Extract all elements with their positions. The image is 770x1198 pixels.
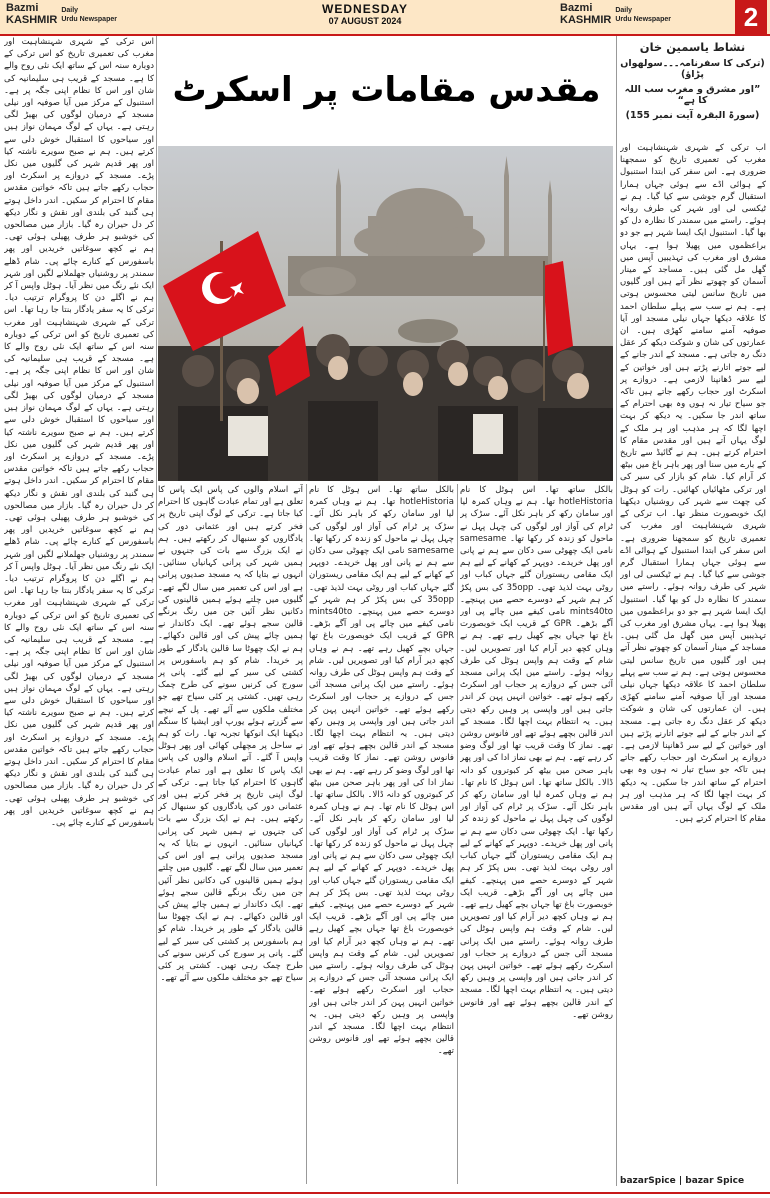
brand-tag-urdu: Urdu Newspaper [615,16,671,23]
article-column-2: بالکل ساتھ تھا۔ اس ہوٹل کا نام hotleHistoria تھا۔ ہم نے وہاں کمرہ لیا اور سامان رکھ کر باہر نکل آئے۔ سڑک پر ٹرام کی آواز اور لوگوں کی چہل پہل نے ماحول کو زندہ کر رکھا تھا۔ samesame نامی ایک چھوٹی سی دکان سے ہم نے پانی اور پھل خریدے۔ دوپہر کے کھانے کے لیے ہم ایک مقامی ریستوران گئے جہاں کباب اور روٹی بہت لذیذ تھی۔ 35opp کی بس پکڑ کر ہم شہر کے دوسرے حصے میں پہنچے۔ mints40to نامی کیفے میں چائے پی اور آگے بڑھے۔ GPR کے قریب ایک خوبصورت باغ تھا جہاں بچے کھیل رہے تھے۔ ہم نے وہاں کچھ دیر آرام کیا اور تصویریں لیں۔ شام کے وقت ہم واپس ہوٹل کی طرف روانہ ہوئے۔ راستے میں ایک پرانی مسجد آئی جس کے دروازے پر حجاب اور اسکرٹ رکھے ہوئے تھے۔ خواتین انہیں پہن کر اندر جاتی ہیں اور واپسی پر وہیں رکھ دیتی ہیں۔ یہ انتظام بہت اچھا لگا۔ مسجد کے اندر قالین بچھے ہوئے تھے اور فانوس روشن تھے۔ نماز کا وقت قریب تھا اور لوگ وضو کر رہے تھے۔ ہم نے بھی نماز ادا کی اور پھر باہر صحن میں بیٹھ کر کبوتروں کو دانہ ڈالا۔ بالکل ساتھ تھا۔ اس ہوٹل کا نام تھا۔ ہم نے وہاں کمرہ لیا اور سامان رکھ کر باہر نکل آئے۔ سڑک پر ٹرام کی آواز اور لوگوں کی چہل پہل نے ماحول کو زندہ کر رکھا تھا۔ ایک چھوٹی سی دکان سے ہم نے پانی اور پھل خریدے۔ دوپہر کے کھانے کے لیے ہم ایک مقامی ریستوران گئے جہاں کباب اور روٹی بہت لذیذ تھی۔ بس پکڑ کر ہم شہر کے دوسرے حصے میں پہنچے۔ کیفے میں چائے پی اور آگے بڑھے۔ قریب ایک خوبصورت باغ تھا جہاں بچے کھیل رہے تھے۔ ہم نے وہاں کچھ دیر آرام کیا اور تصویریں لیں۔ شام کے وقت ہم واپس ہوٹل کی طرف روانہ ہوئے۔ راستے میں ایک پرانی مسجد آئی جس کے دروازے پر حجاب اور اسکرٹ رکھے ہوئے تھے۔ خواتین انہیں پہن کر اندر جاتی ہیں اور واپسی پر وہیں رکھ دیتی ہیں۔ یہ انتظام بہت اچھا لگا۔ مسجد کے اندر قالین بچھے ہوئے تھے اور فانوس روشن تھے۔ [460,485,613,1020]
masthead-brand-left [6,2,126,26]
article-column-3: آتے اسلام والوں کی پاس ایک پاس کا تعلق ہے اور تمام عبادت گاہوں کا احترام کیا جاتا ہے۔ ترکی کے لوگ اپنی تاریخ پر فخر کرتے ہیں اور عثمانی دور کی یادگاروں کو سنبھال کر رکھتے ہیں۔ ہم نے ایک بزرگ سے بات کی جنہوں نے ہمیں شہر کی پرانی کہانیاں سنائیں۔ انہوں نے بتایا کہ یہ مسجد صدیوں پرانی ہے اور اس کی تعمیر میں سال لگے تھے۔ گلیوں میں چلتے ہوئے ہمیں قالینوں کی دکانیں نظر آئیں جن میں رنگ برنگے قالین سجے ہوئے تھے۔ ایک دکاندار نے ہمیں چائے پیش کی اور قالین دکھائے۔ ہم نے ایک چھوٹا سا قالین یادگار کے طور پر خریدا۔ شام کو ہم باسفورس پر کشتی کی سیر کے لیے گئے۔ پانی پر سورج کی کرنیں سونے کی طرح چمک رہی تھیں۔ کشتی پر کئی سیاح تھے جو مختلف ملکوں سے آئے تھے۔ پل کے نیچے سے گزرتے ہوئے یورپ اور ایشیا کا سنگم دیکھنا ایک انوکھا تجربہ تھا۔ رات کو ہم نے ساحل پر مچھلی کھائی اور پھر ہوٹل واپس آ گئے۔ آتے اسلام والوں کی پاس ایک پاس کا تعلق ہے اور تمام عبادت گاہوں کا احترام کیا جاتا ہے۔ ترکی کے لوگ اپنی تاریخ پر فخر کرتے ہیں اور عثمانی دور کی یادگاروں کو سنبھال کر رکھتے ہیں۔ ہم نے ایک بزرگ سے بات کی جنہوں نے ہمیں شہر کی پرانی کہانیاں سنائیں۔ انہوں نے بتایا کہ یہ مسجد صدیوں پرانی ہے اور اس کی تعمیر میں سال لگے تھے۔ گلیوں میں چلتے ہوئے ہمیں قالینوں کی دکانیں نظر آئیں جن میں رنگ برنگے قالین سجے ہوئے تھے۔ ایک دکاندار نے ہمیں چائے پیش کی اور قالین دکھائے۔ ہم نے ایک چھوٹا سا قالین یادگار کے طور پر خریدا۔ شام کو ہم باسفورس پر کشتی کی سیر کے لیے گئے۔ پانی پر سورج کی کرنیں سونے کی طرح چمک رہی تھیں۔ کشتی پر کئی سیاح تھے جو مختلف ملکوں سے آئے تھے۔ [158,485,303,984]
brand-name-2: KASHMIR [6,14,58,26]
quote-reference: (سورۃ البقرہ آیت نمبر 155) [625,110,760,121]
column-divider [457,484,458,1184]
brand-name-2: KASHMIR [560,14,612,26]
brand-name: Bazmi [560,2,593,14]
masthead-date [290,2,440,26]
article-photo [158,146,613,481]
masthead-brand-right [560,2,730,26]
headline: مقدس مقامات پر اسکرٹ [172,70,601,110]
series-title: (ترکی کا سفرنامہ۔۔۔سولھواں پڑاؤ) [620,58,765,80]
brand-name: Bazmi [6,2,39,14]
column-divider [306,484,307,1184]
brand-tag-daily: Daily [61,7,79,14]
column-divider [616,36,617,1186]
column-divider [156,36,157,1186]
byline-block [620,40,765,121]
brand-tag-daily: Daily [615,7,633,14]
article-column-1: اس ترکی کے شہری شہنشاہیت اور مغرب کی تعمیری تاریخ کو اس ترکی کے دوبارہ سنہ اس کے ساتھ ایک نئی روح والے کا ہے۔ مسجد کے قریب ہی سلیمانیہ کی شان اور اس کا نظام اپنی جگہ پر ہے۔ استنبول کے مرکز میں آیا صوفیہ اور نیلی مسجد کے درمیان لوگوں کی بھیڑ لگی رہتی ہے۔ یہاں کے لوگ مہمان نواز ہیں اور سیاحوں کا استقبال خوش دلی سے کرتے ہیں۔ ہم نے صبح سویرے ناشتہ کیا اور پھر قدیم شہر کی گلیوں میں نکل پڑے۔ مسجد کے دروازے پر اسکرٹ اور حجاب رکھے جاتے ہیں تاکہ خواتین مقدس مقام کا احترام کر سکیں۔ اندر داخل ہوتے ہی گنبد کی بلندی اور نقش و نگار دیکھ کر دل حیران رہ گیا۔ بازار میں مصالحوں کی خوشبو ہر طرف پھیلی ہوئی تھی۔ ہم نے کچھ سوغاتیں خریدیں اور پھر باسفورس کے کنارے چائے پی۔ شام ڈھلے سمندر پر روشنیاں جھلملانے لگیں اور شہر ایک نئے رنگ میں نظر آیا۔ ہوٹل واپس آ کر ہم نے اگلے دن کا پروگرام ترتیب دیا۔ ترکی کا یہ سفر یادگار بنتا جا رہا تھا۔ اس ترکی کے شہری شہنشاہیت اور مغرب کی تعمیری تاریخ کو اس ترکی کے دوبارہ سنہ اس کے ساتھ ایک نئی روح والے کا ہے۔ مسجد کے قریب ہی سلیمانیہ کی شان اور اس کا نظام اپنی جگہ پر ہے۔ استنبول کے مرکز میں آیا صوفیہ اور نیلی مسجد کے درمیان لوگوں کی بھیڑ لگی رہتی ہے۔ یہاں کے لوگ مہمان نواز ہیں اور سیاحوں کا استقبال خوش دلی سے کرتے ہیں۔ ہم نے صبح سویرے ناشتہ کیا اور پھر قدیم شہر کی گلیوں میں نکل پڑے۔ مسجد کے دروازے پر اسکرٹ اور حجاب رکھے جاتے ہیں تاکہ خواتین مقدس مقام کا احترام کر سکیں۔ اندر داخل ہوتے ہی گنبد کی بلندی اور نقش و نگار دیکھ کر دل حیران رہ گیا۔ بازار میں مصالحوں کی خوشبو ہر طرف پھیلی ہوئی تھی۔ ہم نے کچھ سوغاتیں خریدیں اور پھر باسفورس کے کنارے چائے پی۔ شام ڈھلے سمندر پر روشنیاں جھلملانے لگیں اور شہر ایک نئے رنگ میں نظر آیا۔ ہوٹل واپس آ کر ہم نے اگلے دن کا پروگرام ترتیب دیا۔ ترکی کا یہ سفر یادگار بنتا جا رہا تھا۔ اس ترکی کے شہری شہنشاہیت اور مغرب کی تعمیری تاریخ کو اس ترکی کے دوبارہ سنہ اس کے ساتھ ایک نئی روح والے کا ہے۔ مسجد کے قریب ہی سلیمانیہ کی شان اور اس کا نظام اپنی جگہ پر ہے۔ استنبول کے مرکز میں آیا صوفیہ اور نیلی مسجد کے درمیان لوگوں کی بھیڑ لگی رہتی ہے۔ یہاں کے لوگ مہمان نواز ہیں اور سیاحوں کا استقبال خوش دلی سے کرتے ہیں۔ ہم نے صبح سویرے ناشتہ کیا اور پھر قدیم شہر کی گلیوں میں نکل پڑے۔ مسجد کے دروازے پر اسکرٹ اور حجاب رکھے جاتے ہیں تاکہ خواتین مقدس مقام کا احترام کر سکیں۔ اندر داخل ہوتے ہی گنبد کی بلندی اور نقش و نگار دیکھ کر دل حیران رہ گیا۔ بازار میں مصالحوں کی خوشبو ہر طرف پھیلی ہوئی تھی۔ ہم نے کچھ سوغاتیں خریدیں اور پھر باسفورس کے کنارے چائے پی۔ [4,37,154,828]
article-column-4: اب ترکی کے شہری شہنشاہیت اور مغرب کی تعمیری تاریخ کو سمجھنا ضروری ہے۔ اس سفر کی ابتدا استنبول کے ہوائی اڈے سے ہوئی جہاں ہمارا استقبال گرم جوشی سے کیا گیا۔ ہم نے ٹیکسی لی اور شہر کی طرف روانہ ہوئے۔ راستے میں سمندر کا نظارہ دل کو بھا گیا۔ استنبول ایک ایسا شہر ہے جو دو براعظموں میں پھیلا ہوا ہے۔ یہاں مشرق اور مغرب کی تہذیبیں آپس میں گھل مل گئی ہیں۔ مساجد کے مینار آسمان کو چھوتے نظر آتے ہیں اور گلیوں میں تاریخ سانس لیتی محسوس ہوتی ہے۔ ہم نے سب سے پہلے سلطان احمد کا علاقہ دیکھا جہاں نیلی مسجد اور آیا صوفیہ آمنے سامنے کھڑی ہیں۔ ان عمارتوں کی شان و شوکت دیکھ کر عقل دنگ رہ جاتی ہے۔ مسجد کے اندر جانے کے لیے جوتے اتارنے پڑتے ہیں اور خواتین کے لیے سر ڈھانپنا لازمی ہے۔ دروازے پر اسکرٹ اور حجاب رکھے جاتے ہیں تاکہ جو سیاح تیار نہ ہوں وہ بھی احترام کے ساتھ اندر جا سکیں۔ یہ دیکھ کر بہت اچھا لگا کہ ہر مذہب اور ہر ملک کے لوگ یہاں آتے ہیں اور مقدس مقام کا احترام کرتے ہیں۔ ہم نے گائیڈ سے تاریخ کے بارے میں سنا اور پھر باہر باغ میں بیٹھ کر آرام کیا۔ شام کو بازار کی سیر کی اور ترکی مٹھائیاں کھائیں۔ رات کو ہوٹل کی چھت سے شہر کی روشنیاں دیکھنا ایک خوبصورت منظر تھا۔ اب ترکی کے شہری شہنشاہیت اور مغرب کی تعمیری تاریخ کو سمجھنا ضروری ہے۔ اس سفر کی ابتدا استنبول کے ہوائی اڈے سے ہوئی جہاں ہمارا استقبال گرم جوشی سے کیا گیا۔ ہم نے ٹیکسی لی اور شہر کی طرف روانہ ہوئے۔ راستے میں سمندر کا نظارہ دل کو بھا گیا۔ استنبول ایک ایسا شہر ہے جو دو براعظموں میں پھیلا ہوا ہے۔ یہاں مشرق اور مغرب کی تہذیبیں آپس میں گھل مل گئی ہیں۔ مساجد کے مینار آسمان کو چھوتے نظر آتے ہیں اور گلیوں میں تاریخ سانس لیتی محسوس ہوتی ہے۔ ہم نے سب سے پہلے سلطان احمد کا علاقہ دیکھا جہاں نیلی مسجد اور آیا صوفیہ آمنے سامنے کھڑی ہیں۔ ان عمارتوں کی شان و شوکت دیکھ کر عقل دنگ رہ جاتی ہے۔ مسجد کے اندر جانے کے لیے جوتے اتارنے پڑتے ہیں اور خواتین کے لیے سر ڈھانپنا لازمی ہے۔ دروازے پر اسکرٹ اور حجاب رکھے جاتے ہیں تاکہ جو سیاح تیار نہ ہوں وہ بھی احترام کے ساتھ اندر جا سکیں۔ یہ دیکھ کر بہت اچھا لگا کہ ہر مذہب اور ہر ملک کے لوگ یہاں آتے ہیں اور مقدس مقام کا احترام کرتے ہیں۔ [620,143,766,825]
issue-date: 07 AUGUST 2024 [328,16,402,26]
page-number-badge: 2 [735,0,767,34]
weekday: WEDNESDAY [322,2,408,16]
footer-rule [0,1192,770,1194]
article-column-2b: بالکل ساتھ تھا۔ اس ہوٹل کا نام hotleHistoria تھا۔ ہم نے وہاں کمرہ لیا اور سامان رکھ کر باہر نکل آئے۔ سڑک پر ٹرام کی آواز اور لوگوں کی چہل پہل نے ماحول کو زندہ کر رکھا تھا۔ samesame نامی ایک چھوٹی سی دکان سے ہم نے پانی اور پھل خریدے۔ دوپہر کے کھانے کے لیے ہم ایک مقامی ریستوران گئے جہاں کباب اور روٹی بہت لذیذ تھی۔ 35opp کی بس پکڑ کر ہم شہر کے دوسرے حصے میں پہنچے۔ mints40to نامی کیفے میں چائے پی اور آگے بڑھے۔ GPR کے قریب ایک خوبصورت باغ تھا جہاں بچے کھیل رہے تھے۔ ہم نے وہاں کچھ دیر آرام کیا اور تصویریں لیں۔ شام کے وقت ہم واپس ہوٹل کی طرف روانہ ہوئے۔ راستے میں ایک پرانی مسجد آئی جس کے دروازے پر حجاب اور اسکرٹ رکھے ہوئے تھے۔ خواتین انہیں پہن کر اندر جاتی ہیں اور واپسی پر وہیں رکھ دیتی ہیں۔ یہ انتظام بہت اچھا لگا۔ مسجد کے اندر قالین بچھے ہوئے تھے اور فانوس روشن تھے۔ نماز کا وقت قریب تھا اور لوگ وضو کر رہے تھے۔ ہم نے بھی نماز ادا کی اور پھر باہر صحن میں بیٹھ کر کبوتروں کو دانہ ڈالا۔ بالکل ساتھ تھا۔ اس ہوٹل کا نام تھا۔ ہم نے وہاں کمرہ لیا اور سامان رکھ کر باہر نکل آئے۔ سڑک پر ٹرام کی آواز اور لوگوں کی چہل پہل نے ماحول کو زندہ کر رکھا تھا۔ ایک چھوٹی سی دکان سے ہم نے پانی اور پھل خریدے۔ دوپہر کے کھانے کے لیے ہم ایک مقامی ریستوران گئے جہاں کباب اور روٹی بہت لذیذ تھی۔ بس پکڑ کر ہم شہر کے دوسرے حصے میں پہنچے۔ کیفے میں چائے پی اور آگے بڑھے۔ قریب ایک خوبصورت باغ تھا جہاں بچے کھیل رہے تھے۔ ہم نے وہاں کچھ دیر آرام کیا اور تصویریں لیں۔ شام کے وقت ہم واپس ہوٹل کی طرف روانہ ہوئے۔ راستے میں ایک پرانی مسجد آئی جس کے دروازے پر حجاب اور اسکرٹ رکھے ہوئے تھے۔ خواتین انہیں پہن کر اندر جاتی ہیں اور واپسی پر وہیں رکھ دیتی ہیں۔ یہ انتظام بہت اچھا لگا۔ مسجد کے اندر قالین بچھے ہوئے تھے اور فانوس روشن تھے۔ [309,485,454,1057]
author-name: نشاط یاسمین خان [639,40,746,54]
quote: ”اور مشرق و مغرب سب اللہ کا ہے“ [624,84,761,106]
footer-mark: bazarSpice | bazar Spice [620,1176,745,1186]
brand-tag-urdu: Urdu Newspaper [61,16,117,23]
